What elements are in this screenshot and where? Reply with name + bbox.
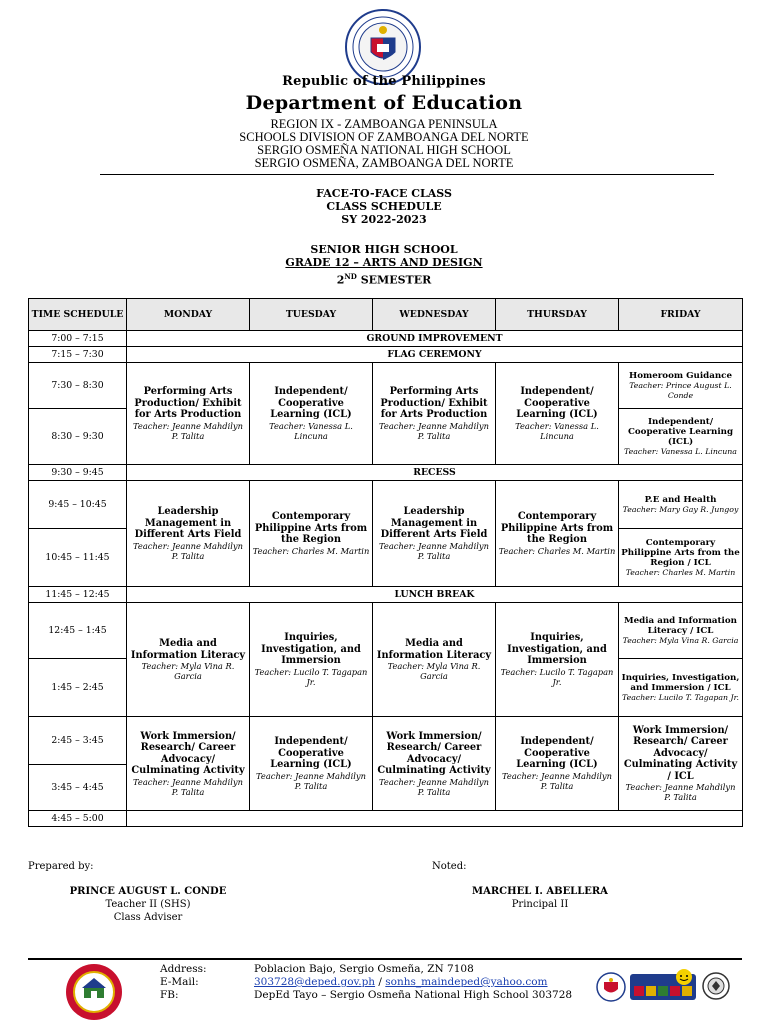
subject-name: Independent/ Cooperative Learning (ICL): [270, 736, 352, 771]
table-row: [29, 587, 743, 603]
schedule-cell: [496, 363, 619, 465]
time-cell: 4:45 – 5:00: [29, 811, 127, 827]
subject-name: Work Immersion/ Research/ Career Advocacy/ Culminating Activity / ICL: [623, 724, 738, 782]
time-cell: 3:45 – 4:45: [29, 765, 127, 811]
empty-cell: [127, 811, 743, 827]
subject-name: Work Immersion/ Research/ Career Advocacy/ Culminating Activity: [131, 730, 245, 776]
teacher-name: Teacher: Jeanne Mahdilyn P. Talita: [379, 420, 489, 441]
teacher-name: Teacher: Jeanne Mahdilyn P. Talita: [379, 540, 489, 561]
teacher-name: Teacher: Lucilo T. Tagapan Jr.: [500, 666, 614, 687]
subject-name: Contemporary Philippine Arts from the Region / ICL: [621, 537, 740, 568]
email-values: [254, 976, 548, 989]
title-line-1: FACE-TO-FACE CLASS: [316, 187, 452, 200]
header-location: SERGIO OSMEÑA, ZAMBOANGA DEL NORTE: [254, 156, 514, 170]
teacher-name: Teacher: Jeanne Mahdilyn P. Talita: [379, 776, 489, 797]
fb-label: FB:: [160, 989, 179, 1001]
subject-name: Contemporary Philippine Arts from the Region: [254, 511, 368, 546]
teacher-name: Teacher: Jeanne Mahdilyn P. Talita: [133, 540, 243, 561]
noted-by-name: MARCHEL I. ABELLERA: [472, 886, 608, 897]
header-wednesday: WEDNESDAY: [373, 299, 496, 331]
flag-ceremony-cell: FLAG CEREMONY: [127, 347, 743, 363]
semester-word: SEMESTER: [356, 273, 432, 287]
title-line-3: SY 2022-2023: [341, 213, 427, 226]
schedule-cell: [127, 603, 250, 717]
subject-name: Media and Information Literacy: [376, 638, 492, 661]
schedule-cell: [127, 363, 250, 465]
schedule-cell: [127, 481, 250, 587]
email-link-deped[interactable]: 303728@deped.gov.ph: [254, 976, 376, 988]
subject-name: P.E and Health: [644, 494, 717, 505]
table-row: [29, 347, 743, 363]
department-title: Department of Education: [245, 92, 523, 114]
teacher-name: Teacher: Myla Vina R. Garcia: [141, 661, 235, 681]
time-cell: 12:45 – 1:45: [29, 603, 127, 659]
semester-number: 2: [336, 273, 345, 287]
recess-cell: RECESS: [127, 465, 743, 481]
schedule-cell: [619, 529, 743, 587]
email-separator: /: [375, 976, 386, 988]
division-seal-icon: [702, 972, 730, 1000]
teacher-name: Teacher: Jeanne Mahdilyn P. Talita: [133, 420, 243, 441]
table-row: [29, 811, 743, 827]
subject-name: Inquiries, Investigation, and Immersion / ICL: [621, 672, 740, 693]
schedule-cell: [373, 717, 496, 811]
schedule-cell: [250, 363, 373, 465]
schedule-cell: [250, 717, 373, 811]
subject-name: Contemporary Philippine Arts from the Region: [500, 511, 614, 546]
schedule-cell: [496, 717, 619, 811]
table-header-row: [29, 299, 743, 331]
semester-superscript: ND: [344, 272, 357, 281]
noted-by-label: Noted:: [432, 861, 467, 872]
subject-name: Independent/ Cooperative Learning (ICL): [270, 386, 352, 421]
republic-label: Republic of the Philippines: [282, 74, 486, 89]
table-row: [29, 603, 743, 659]
prepared-by-role: Class Adviser: [113, 912, 183, 923]
schedule-cell: [373, 363, 496, 465]
subject-name: Performing Arts Production/ Exhibit for Arts Production: [380, 386, 488, 421]
teacher-name: Teacher: Jeanne Mahdilyn P. Talita: [625, 782, 736, 803]
schedule-cell: [619, 481, 743, 529]
schedule-cell: [250, 603, 373, 717]
subject-name: Independent/ Cooperative Learning (ICL): [516, 386, 598, 421]
teacher-name: Teacher: Vanessa L. Lincuna: [624, 446, 737, 456]
time-cell: 2:45 – 3:45: [29, 717, 127, 765]
schedule-cell: [496, 603, 619, 717]
prepared-by-name: PRINCE AUGUST L. CONDE: [69, 886, 227, 897]
subject-name: Inquiries, Investigation, and Immersion: [507, 632, 607, 667]
schedule-cell: [373, 603, 496, 717]
teacher-name: Teacher: Jeanne Mahdilyn P. Talita: [256, 770, 366, 791]
teacher-name: Teacher: Vanessa L. Lincuna: [269, 420, 353, 441]
schedule-cell: [250, 481, 373, 587]
table-row: [29, 465, 743, 481]
header-thursday: THURSDAY: [496, 299, 619, 331]
schedule-cell: [619, 603, 743, 659]
teacher-name: Teacher: Charles M. Martin: [625, 567, 736, 577]
noted-by-title: Principal II: [511, 899, 569, 910]
deped-small-seal-icon: [596, 972, 626, 1002]
header-time: TIME SCHEDULE: [29, 299, 127, 331]
header-divider: [100, 174, 714, 175]
subject-name: Inquiries, Investigation, and Immersion: [261, 632, 361, 667]
header-tuesday: TUESDAY: [250, 299, 373, 331]
table-row: [29, 363, 743, 409]
schedule-cell: [127, 717, 250, 811]
teacher-name: Teacher: Prince August L. Conde: [629, 381, 732, 400]
teacher-name: Teacher: Lucilo T. Tagapan Jr.: [622, 692, 739, 702]
subject-name: Homeroom Guidance: [629, 371, 732, 381]
header-school: SERGIO OSMEÑA NATIONAL HIGH SCHOOL: [257, 143, 511, 157]
email-link-yahoo[interactable]: sonhs_maindeped@yahoo.com: [385, 976, 548, 988]
schedule-table: [28, 298, 743, 827]
teacher-name: Teacher: Myla Vina R. Garcia: [387, 661, 481, 681]
subject-name: Independent/ Cooperative Learning (ICL): [516, 736, 598, 771]
schedule-cell: [373, 481, 496, 587]
teacher-name: Teacher: Charles M. Martin: [252, 545, 370, 556]
teacher-name: Teacher: Vanessa L. Lincuna: [515, 420, 599, 441]
teacher-name: Teacher: Charles M. Martin: [498, 545, 616, 556]
schedule-cell: [619, 659, 743, 717]
subject-name: Leadership Management in Different Arts Field: [380, 506, 488, 541]
school-logo-icon: [64, 962, 124, 1022]
teacher-name: Teacher: Lucilo T. Tagapan Jr.: [254, 666, 368, 687]
time-cell: 8:30 – 9:30: [29, 409, 127, 465]
address-value: Poblacion Bajo, Sergio Osmeña, ZN 7108: [254, 963, 474, 975]
lunch-break-cell: LUNCH BREAK: [127, 587, 743, 603]
time-cell: 7:15 – 7:30: [29, 347, 127, 363]
teacher-name: Teacher: Mary Gay R. Jungoy: [622, 504, 739, 514]
subject-name: Performing Arts Production/ Exhibit for Arts Production: [134, 386, 242, 421]
schedule-cell: [619, 409, 743, 465]
prepared-by-label: Prepared by:: [28, 861, 94, 872]
schedule-cell: [619, 717, 743, 811]
table-row: [29, 717, 743, 765]
header-division: SCHOOLS DIVISION OF ZAMBOANGA DEL NORTE: [239, 130, 529, 144]
title-line-5: GRADE 12 – ARTS AND DESIGN: [285, 256, 483, 269]
table-row: [29, 331, 743, 347]
teacher-name: Teacher: Jeanne Mahdilyn P. Talita: [502, 770, 612, 791]
subject-name: Leadership Management in Different Arts Field: [134, 506, 242, 541]
address-label: Address:: [160, 963, 207, 975]
subject-name: Media and Information Literacy / ICL: [624, 615, 737, 636]
table-row: [29, 481, 743, 529]
time-cell: 9:45 – 10:45: [29, 481, 127, 529]
footer-divider: [28, 958, 742, 960]
time-cell: 1:45 – 2:45: [29, 659, 127, 717]
ground-improvement-cell: GROUND IMPROVEMENT: [127, 331, 743, 347]
subject-name: Work Immersion/ Research/ Career Advocacy/ Culminating Activity: [377, 730, 491, 776]
schedule-cell: [496, 481, 619, 587]
fb-value: DepEd Tayo – Sergio Osmeña National High School 303728: [254, 989, 573, 1001]
teacher-name: Teacher: Jeanne Mahdilyn P. Talita: [133, 776, 243, 797]
title-line-2: CLASS SCHEDULE: [326, 200, 442, 213]
time-cell: 9:30 – 9:45: [29, 465, 127, 481]
prepared-by-title: Teacher II (SHS): [105, 899, 191, 910]
header-friday: FRIDAY: [619, 299, 743, 331]
email-label: E-Mail:: [160, 976, 199, 988]
header-region: REGION IX - ZAMBOANGA PENINSULA: [270, 117, 498, 131]
time-cell: 11:45 – 12:45: [29, 587, 127, 603]
title-line-4: SENIOR HIGH SCHOOL: [310, 243, 458, 256]
time-cell: 7:00 – 7:15: [29, 331, 127, 347]
teacher-name: Teacher: Myla Vina R. Garcia: [622, 635, 739, 645]
header-monday: MONDAY: [127, 299, 250, 331]
time-cell: 7:30 – 8:30: [29, 363, 127, 409]
subject-name: Media and Information Literacy: [130, 638, 246, 661]
title-semester: [0, 271, 768, 287]
schedule-cell: [619, 363, 743, 409]
subject-name: Independent/ Cooperative Learning (ICL): [627, 416, 734, 447]
project-watch-logo-icon: [630, 968, 696, 1004]
time-cell: 10:45 – 11:45: [29, 529, 127, 587]
